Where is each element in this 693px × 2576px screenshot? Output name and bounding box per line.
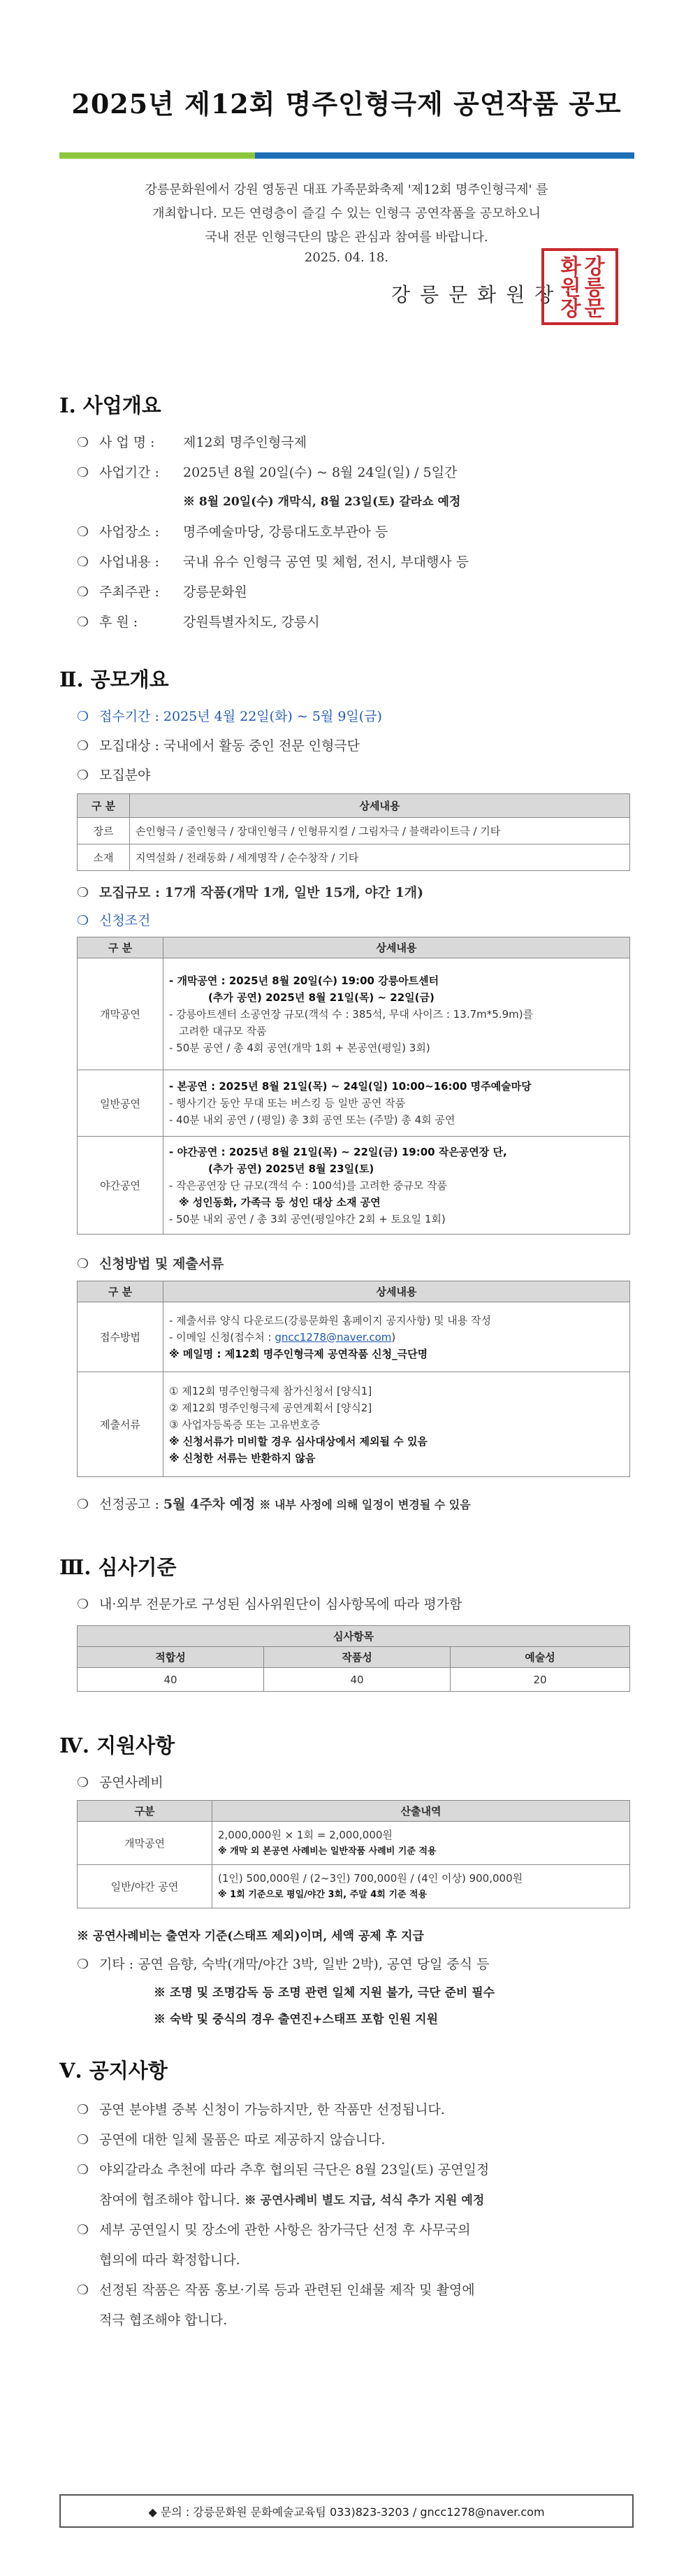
table-cell: 소재 [78,844,130,871]
etc-note: ※ 숙박 및 중식의 경우 출연진+스태프 포함 인원 지원 [154,2013,439,2027]
table-row [78,1137,630,1235]
table-cell: 개막공연 [78,1822,212,1865]
table-cell: 개막공연 [78,958,163,1070]
table-cell: 일반/야간 공연 [78,1865,212,1908]
list-item: ❍ 내·외부 전문가로 구성된 심사위원단이 심사항목에 따라 평가함 [77,1597,462,1612]
section-heading: Ⅴ. 공지사항 [59,2059,168,2082]
list-item: ❍ 기타 : 공연 음향, 숙박(개막/야간 3박, 일반 2박), 공연 당일 중식 등 [77,1957,490,1972]
table-row [78,1668,630,1692]
table-header: 구분 [78,1801,212,1822]
table-row [78,818,630,844]
table-header: 상세내용 [163,1281,630,1302]
etc-note: ※ 조명 및 조명감독 등 조명 관련 일체 지원 불가, 극단 준비 필수 [154,1986,495,2000]
table-header: 구 분 [78,794,130,818]
table-header: 산출내역 [212,1801,630,1822]
table-row [78,844,630,871]
list-item: ❍ 선정된 작품은 작품 홍보·기록 등과 관련된 인쇄물 제작 및 촬영에 [77,2282,475,2298]
list-item: ❍ 모집대상 : 국내에서 활동 중인 전문 인형극단 [77,738,360,754]
list-item: ❍ 세부 공연일시 및 장소에 관한 사항은 참가극단 선정 후 사무국의 [77,2222,471,2238]
contact-footer: ◆ 문의 : 강릉문화원 문화예술교육팀 033)823-3203 / gncc1278@naver.com [59,2494,634,2528]
list-item: ❍ 사업장소 : 명주예술마당, 강릉대도호부관아 등 [77,524,388,540]
table-cell: (1인) 500,000원 / (2~3인) 700,000원 / (4인 이상) 900,000원 ※ 1회 기준으로 평일/야간 3회, 주말 4회 기준 적용 [212,1865,630,1908]
table-header: 상세내용 [163,937,630,958]
table-header: 상세내용 [130,794,630,818]
table-cell: - 개막공연 : 2025년 8월 20일(수) 19:00 강릉아트센터 (추가 공연) 2025년 8월 21일(목) ~ 22일(금) - 강릉아트센터 소공연장 규모(객석 수 : 385석, 무대 사이즈 : 13.7m*5.9m)를 고려한 대규모 작품 - 50분 공연 / 총 4회 공연(개막 1회 + 본공연(평일) 3회) [163,958,630,1070]
table-cell: 지역설화 / 전래동화 / 세계명작 / 순수창작 / 기타 [130,844,630,871]
list-item: ❍ 모집규모 : 17개 작품(개막 1개, 일반 15개, 야간 1개) [77,885,424,900]
table-cell: - 본공연 : 2025년 8월 21일(목) ~ 24일(일) 10:00~16:00 명주예술마당 - 행사기간 동안 무대 또는 버스킹 등 일반 공연 작품 - 40분 내외 공연 / (평일) 총 3회 공연 또는 (주말) 총 4회 공연 [163,1070,630,1137]
fee-note: ※ 공연사례비는 출연자 기준(스태프 제외)이며, 세액 공제 후 지급 [77,1929,424,1943]
table-cell: ① 제12회 명주인형극제 참가신청서 [양식1] ② 제12회 명주인형극제 공연계획서 [양식2] ③ 사업자등록증 또는 고유번호증 ※ 신청서류가 미비할 경우 심사대상에서 제외될 수 있음 ※ 신청한 서류는 반환하지 않음 [163,1372,630,1477]
table-header: 작품성 [264,1647,451,1668]
table-header: 구 분 [78,937,163,958]
list-item: ❍ 사 업 명 : 제12회 명주인형극제 [77,435,307,450]
table-header: 심사항목 [78,1626,630,1647]
issuer-name: 강릉문화원장 [391,283,564,306]
period-note: ※ 8월 20일(수) 개막식, 8월 23일(토) 갈라쇼 예정 [183,495,461,509]
page-title: 2025년 제12회 명주인형극제 공연작품 공모 [71,88,622,120]
intro-line: 개최합니다. 모든 연령층이 즐길 수 있는 인형극 공연작품을 공모하오니 [152,206,541,221]
table-cell: 제출서류 [78,1372,163,1477]
table-row [78,958,630,1070]
table-cell: 2,000,000원 × 1회 = 2,000,000원 ※ 개막 외 본공연 사례비는 일반작품 사례비 기준 적용 [212,1822,630,1865]
table-cell: - 제출서류 양식 다운로드(강릉문화원 홈페이지 공지사항) 및 내용 작성 - 이메일 신청(접수처 : gncc1278@naver.com) ※ 메일명 : 제12회 명주인형극제 공연작품 신청_극단명 [163,1302,630,1372]
email-link[interactable]: gncc1278@naver.com [275,1330,392,1344]
section-heading: Ⅲ. 심사기준 [59,1555,177,1579]
table-row [78,1822,630,1865]
list-item-continued: 참여에 협조해야 합니다. ※ 공연사례비 별도 지급, 석식 추가 지원 예정 [99,2192,485,2208]
list-item: ❍ 선정공고 : 5월 4주차 예정 ※ 내부 사정에 의해 일정이 변경될 수 있음 [77,1497,471,1512]
intro-text [63,178,630,250]
list-item: ❍ 모집분야 [77,768,151,783]
list-item-continued: 협의에 따라 확정합니다. [99,2252,240,2268]
table-cell: 40 [78,1668,264,1692]
table-cell: 야간공연 [78,1137,163,1235]
list-item: ❍ 공연에 대한 일체 물품은 따로 제공하지 않습니다. [77,2132,386,2147]
list-item: ❍ 공연사례비 [77,1775,163,1790]
list-item: ❍ 신청조건 [77,913,151,928]
table-row [78,1372,630,1477]
issue-date: 2025. 04. 18. [304,250,389,265]
table-cell: 장르 [78,818,130,844]
field-table [77,793,630,871]
table-row [78,1865,630,1908]
list-item-continued: 적극 협조해야 합니다. [99,2312,228,2328]
list-item: ❍ 신청방법 및 제출서류 [77,1256,224,1272]
table-row [78,1070,630,1137]
title-bar-blue [255,152,634,159]
table-cell: - 야간공연 : 2025년 8월 21일(목) ~ 22일(금) 19:00 작은공연장 단, (추가 공연) 2025년 8월 23일(토) - 작은공연장 단 규모(객석 수 : 100석)를 고려한 중규모 작품 ※ 성인동화, 가족극 등 성인 대상 소재 공연 - 50분 내외 공연 / 총 3회 공연(평일야간 2회 + 토요일 1회) [163,1137,630,1235]
evaluation-table [77,1625,630,1692]
list-item: ❍ 야외갈라쇼 추천에 따라 추후 협의된 극단은 8월 23일(토) 공연일정 [77,2162,490,2178]
table-header: 구 분 [78,1281,163,1302]
intro-line: 강릉문화원에서 강원 영동권 대표 가족문화축제 '제12회 명주인형극제' 를 [145,182,548,197]
section-heading: Ⅳ. 지원사항 [59,1734,175,1757]
list-item: ❍ 후 원 : 강원특별자치도, 강릉시 [77,614,320,630]
table-cell: 일반공연 [78,1070,163,1137]
table-header: 적합성 [78,1647,264,1668]
list-item: ❍ 사업기간 : 2025년 8월 20일(수) ~ 8월 24일(일) / 5일간 [77,465,458,480]
table-row [78,1302,630,1372]
list-item: ❍ 접수기간 : 2025년 4월 22일(화) ~ 5월 9일(금) [77,709,382,724]
table-cell: 40 [264,1668,451,1692]
condition-table [77,937,630,1235]
intro-line: 국내 전문 인형극단의 많은 관심과 참여를 바랍니다. [205,230,488,245]
section-heading: Ⅱ. 공모개요 [59,668,169,691]
official-seal: 강릉문화원장 [541,248,618,325]
table-header: 예술성 [451,1647,630,1668]
list-item: ❍ 주최주관 : 강릉문화원 [77,584,247,600]
title-bar-green [59,152,255,159]
list-item: ❍ 공연 분야별 중복 신청이 가능하지만, 한 작품만 선정됩니다. [77,2102,445,2117]
table-cell: 손인형극 / 줄인형극 / 장대인형극 / 인형뮤지컬 / 그림자극 / 블랙라이트극 / 기타 [130,818,630,844]
fee-table [77,1800,630,1908]
list-item: ❍ 사업내용 : 국내 유수 인형극 공연 및 체험, 전시, 부대행사 등 [77,554,469,570]
apply-table [77,1281,630,1477]
section-heading: Ⅰ. 사업개요 [59,394,161,417]
table-cell: 접수방법 [78,1302,163,1372]
table-cell: 20 [451,1668,630,1692]
